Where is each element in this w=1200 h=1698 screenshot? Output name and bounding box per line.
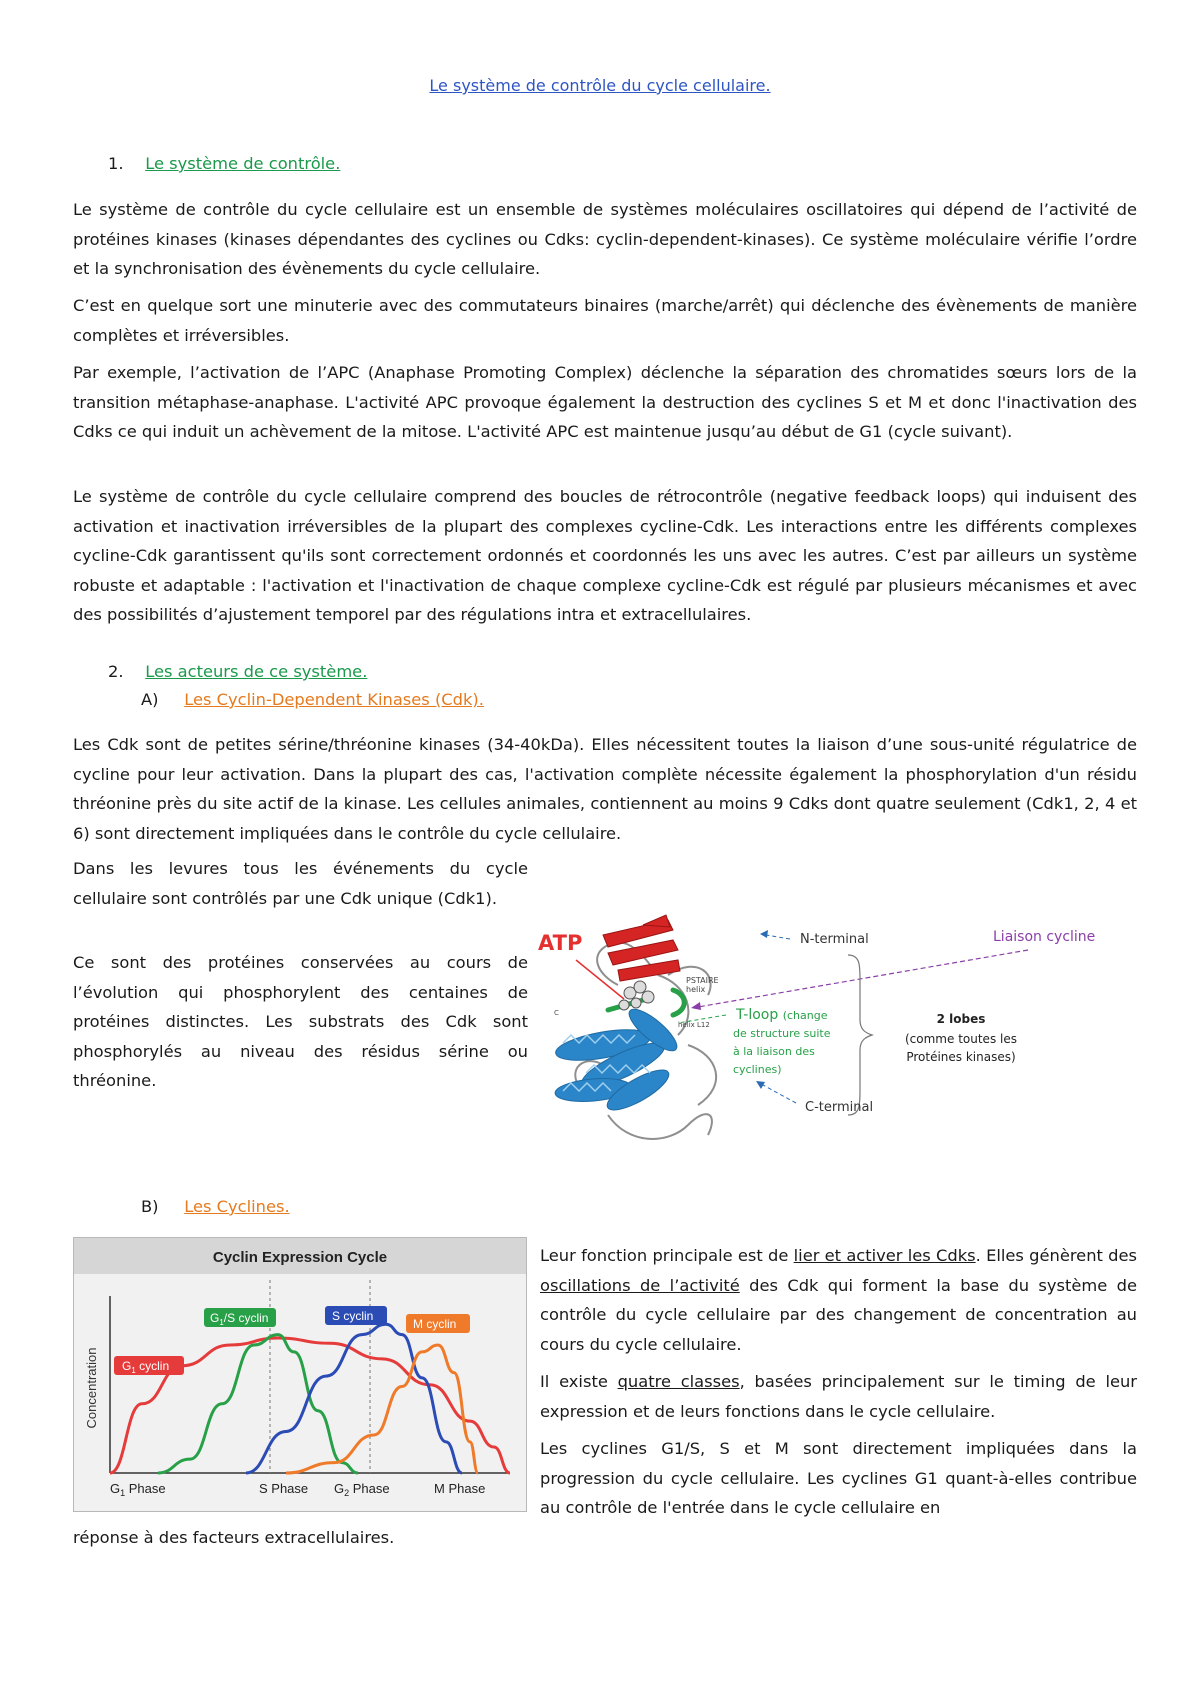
paragraph-control-system: Le système de contrôle du cycle cellulaire est un ensemble de systèmes moléculaires oscillatoires qui dépend de l’activité de protéines kinases (kinases dépendantes des cyclines ou Cdks: cyclin-dependent-kinases). Ce système moléculaire vérifie l’ordre et la synchronisation des évènements du cycle cellulaire. xyxy=(73,200,1137,278)
n-terminal-label: N-terminal xyxy=(800,932,869,947)
subsection-a-number: A) xyxy=(141,690,159,709)
paragraph-four-classes: Il existe quatre classes, basées principalement sur le timing de leur expression et de leurs fonctions dans le cycle cellulaire. xyxy=(540,1372,1137,1421)
paragraph-yeast-cdk1: Dans les levures tous les événements du cycle cellulaire sont contrôlés par une Cdk unique (Cdk1). xyxy=(73,859,528,908)
section-2-number: 2. xyxy=(108,662,124,681)
beta-sheets xyxy=(603,915,680,981)
document-title: Le système de contrôle du cycle cellulaire. xyxy=(429,76,771,95)
lobes-brace xyxy=(848,955,872,1115)
paragraph-conserved-proteins: Ce sont des protéines conservées au cours de l’évolution qui phosphorylent des centaines de protéines distinctes. Les substrats des Cdk sont phosphorylés au niveau des résidus sérine ou thréonine. xyxy=(73,953,528,1090)
subsection-a-heading xyxy=(141,690,484,709)
section-2-heading xyxy=(108,662,367,681)
c-label: C xyxy=(554,1009,559,1017)
m-cyclin-label: M cyclin xyxy=(413,1317,457,1331)
paragraph-cyclin-roles-continued: réponse à des facteurs extracellulaires. xyxy=(73,1528,395,1547)
y-axis-label: Concentration xyxy=(84,1347,99,1429)
paragraph-timer: C’est en quelque sort une minuterie avec des commutateurs binaires (marche/arrêt) qui déclenche des évènements de manière complètes et irréversibles. xyxy=(73,296,1137,345)
paragraph-feedback-loops: Le système de contrôle du cycle cellulaire comprend des boucles de rétrocontrôle (negative feedback loops) qui induisent des activation et inactivation irréversibles de la plupart des complexes cycline-Cdk. Les interactions entre les différents complexes cycline-Cdk garantissent qu'ils sont correctement ordonnés et coordonnés les uns avec les autres. C’est par ailleurs un système robuste et adaptable : l'activation et l'inactivation de chaque complexe cycline-Cdk est régulé par plusieurs mécanismes et avec des possibilités d’ajustement temporel par des régulations intra et extracellulaires. xyxy=(73,487,1137,624)
series-g1s-cyclin xyxy=(158,1335,358,1473)
lobes-note-2: Protéines kinases) xyxy=(906,1050,1016,1064)
paragraph-apc: Par exemple, l’activation de l’APC (Anaphase Promoting Complex) déclenche la séparation des chromatides sœurs lors de la transition métaphase-anaphase. L'activité APC provoque également la destruction des cyclines S et M et donc l'inactivation des Cdks ce qui induit un achèvement de la mitose. L'activité APC est maintenue jusqu’au début de G1 (cycle suivant). xyxy=(73,363,1137,441)
atp-molecule xyxy=(619,981,654,1010)
x-tick-m-phase: M Phase xyxy=(434,1481,486,1496)
t-loop-note-4: cyclines) xyxy=(733,1063,782,1076)
t-loop-label: T-loop (change xyxy=(736,1007,828,1023)
paragraph-cyclin-roles: Les cyclines G1/S, S et M sont directement impliquées dans la progression du cycle cellulaire. Les cyclines G1 quant-à-elles contribue au contrôle de l'entrée dans le cycle cellulaire en xyxy=(540,1439,1137,1517)
pstaire-label: PSTAIRE xyxy=(686,976,719,985)
paragraph-cyclin-function: Leur fonction principale est de lier et activer les Cdks. Elles génèrent des oscillations de l’activité des Cdk qui forment la base du système de contrôle du cycle cellulaire par des changement de concentration au cours du cycle cellulaire. xyxy=(540,1246,1137,1354)
g1-cyclin-label: $G_1$ cyclin xyxy=(122,1359,170,1375)
s-cyclin-label: S cyclin xyxy=(332,1309,374,1323)
t-loop-note-3: à la liaison des xyxy=(733,1045,815,1058)
c-terminal-label: C-terminal xyxy=(805,1100,874,1115)
section-1-heading xyxy=(108,154,340,173)
atp-label: ATP xyxy=(538,931,583,955)
subsection-b-title: Les Cyclines. xyxy=(184,1197,290,1216)
x-tick-s-phase: S Phase xyxy=(259,1481,309,1496)
cyclin-expression-chart xyxy=(73,1237,527,1512)
g1s-cyclin-label: $G_1/S$ cyclin xyxy=(210,1311,269,1327)
atp-arrow xyxy=(576,960,624,999)
subsection-b-number: B) xyxy=(141,1197,159,1216)
x-tick-g2-phase: $G_2$ Phase xyxy=(334,1481,390,1498)
lobes-note-1: (comme toutes les xyxy=(905,1032,1017,1046)
subsection-a-title: Les Cyclin-Dependent Kinases (Cdk). xyxy=(184,690,484,709)
section-1-title: Le système de contrôle. xyxy=(145,154,341,173)
cdk-structure-figure xyxy=(538,915,1138,1150)
section-2-title: Les acteurs de ce système. xyxy=(145,662,368,681)
x-tick-g1-phase: $G_1$ Phase xyxy=(110,1481,166,1498)
alpha-helices xyxy=(553,1003,682,1117)
chart-title: Cyclin Expression Cycle xyxy=(212,1249,388,1266)
subsection-b-heading xyxy=(141,1197,290,1216)
liaison-cycline-label: Liaison cycline xyxy=(993,929,1096,945)
section-1-number: 1. xyxy=(108,154,124,173)
paragraph-cdk-definition: Les Cdk sont de petites sérine/thréonine kinases (34-40kDa). Elles nécessitent toutes la liaison d’une sous-unité régulatrice de cycline pour leur activation. Dans la plupart des cas, l'activation complète nécessite également la phosphorylation d'un résidu thréonine près du site actif de la kinase. Les cellules animales, contiennent au moins 9 Cdks dont quatre seulement (Cdk1, 2, 4 et 6) sont directement impliquées dans le contrôle du cycle cellulaire. xyxy=(73,735,1137,843)
helix-l12-label: helix L12 xyxy=(678,1021,710,1029)
lobes-label: 2 lobes xyxy=(936,1012,986,1026)
pstaire-helix-label: helix xyxy=(686,985,706,994)
t-loop-note-2: de structure suite xyxy=(733,1027,831,1040)
